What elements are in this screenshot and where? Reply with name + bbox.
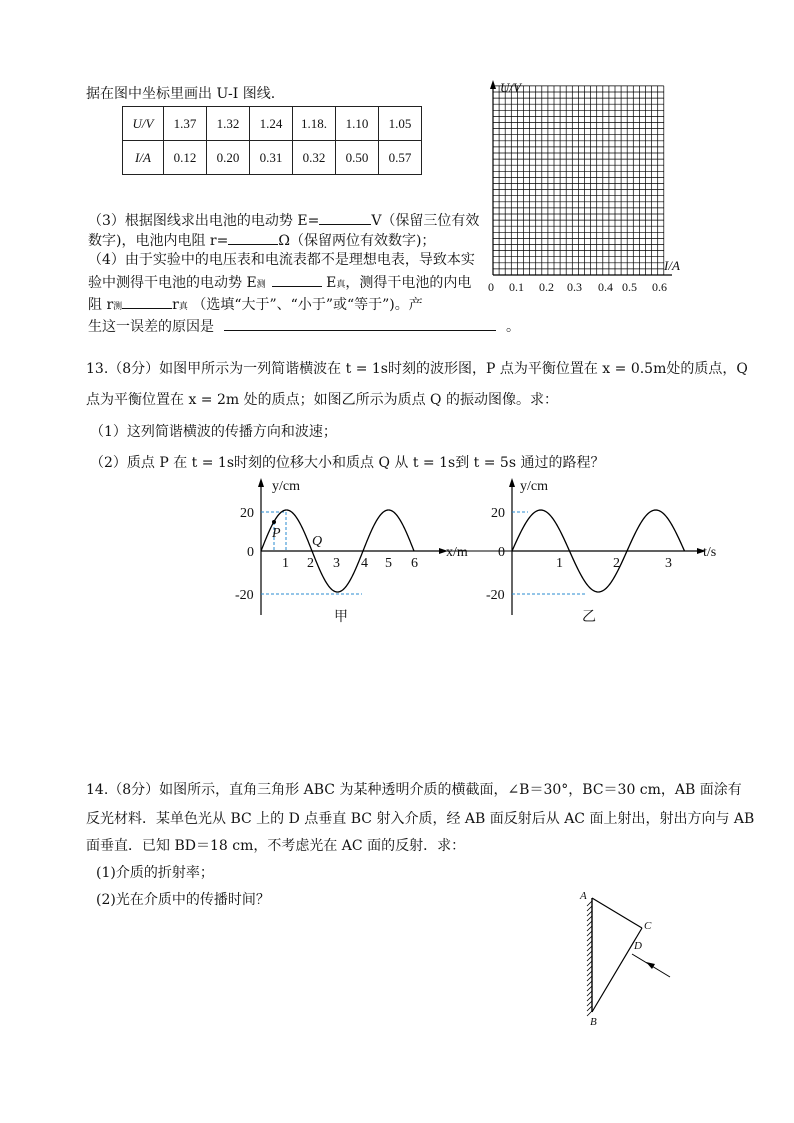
x-tick: 6	[411, 556, 418, 571]
hatch-mark	[587, 981, 592, 986]
hatch-mark	[587, 991, 592, 996]
q4-line3	[88, 294, 423, 317]
q4-text-d: 阻 r	[88, 297, 114, 313]
q4-text-h: 。	[506, 319, 520, 335]
y-axis-label: U/V	[500, 80, 521, 95]
hatch-mark	[587, 971, 592, 976]
x-tick: 3	[665, 556, 672, 571]
caption-b: 乙	[582, 610, 596, 625]
i-cell: 0.32	[293, 141, 336, 175]
hatch-mark	[587, 1001, 592, 1006]
point-p-dot	[272, 520, 276, 524]
x-tick: 2	[613, 556, 620, 571]
y-axis-arrow	[490, 80, 496, 89]
table-row	[123, 141, 422, 175]
u-row-label: U/V	[123, 107, 164, 141]
point-d-label: D	[634, 940, 642, 952]
reflective-coating-hatch	[587, 901, 592, 1016]
emf-compare-blank[interactable]	[272, 272, 322, 287]
table-row	[123, 107, 422, 141]
q3-text-a: （3）根据图线求出电池的电动势 E=	[88, 213, 320, 229]
i-cell: 0.12	[164, 141, 207, 175]
q13-line1: 13.（8分）如图甲所示为一列简谐横波在 t = 1s时刻的波形图，P 点为平衡位置在 x = 0.5m处的质点，Q	[86, 361, 748, 377]
y-tick: -20	[486, 588, 505, 603]
u-cell: 1.10	[336, 107, 379, 141]
x-tick: 3	[333, 556, 340, 571]
x-axis-label: t/s	[703, 545, 717, 560]
i-cell: 0.20	[207, 141, 250, 175]
hatch-mark	[587, 966, 592, 971]
q3-line2	[88, 230, 435, 251]
y-tick: 0	[247, 545, 254, 560]
q4-text-c: ，测得干电池的内电	[345, 275, 472, 291]
x-tick: 0.3	[567, 280, 582, 294]
hatch-mark	[587, 976, 592, 981]
u-cell: 1.05	[379, 107, 422, 141]
q14-sub2: (2)光在介质中的传播时间？	[96, 892, 270, 908]
hatch-mark	[587, 996, 592, 1001]
q4-line1: （4）由于实验中的电压表和电流表都不是理想电表，导致本实	[88, 252, 475, 268]
point-p-label: P	[272, 526, 281, 541]
x-tick: 0	[488, 280, 494, 294]
error-reason-blank[interactable]	[224, 316, 496, 331]
side-ac	[592, 898, 642, 928]
ui-grid-graph[interactable]	[480, 80, 680, 295]
x-tick: 0.1	[509, 280, 524, 294]
q13-sub1: （1）这列简谐横波的传播方向和波速；	[90, 424, 337, 440]
hatch-mark	[587, 911, 592, 916]
i-cell: 0.50	[336, 141, 379, 175]
q4-text-b: E	[326, 275, 337, 291]
q14-sub1: (1)介质的折射率；	[96, 865, 214, 881]
u-cell: 1.18.	[293, 107, 336, 141]
hatch-mark	[587, 901, 592, 906]
caption-a: 甲	[334, 610, 348, 625]
hatch-mark	[587, 951, 592, 956]
vibration-graph-b	[480, 475, 720, 625]
y-tick: -20	[235, 588, 254, 603]
q4-sub-true: 真	[336, 280, 346, 290]
q4-text-e: r	[172, 297, 179, 313]
q4-line4	[88, 316, 520, 337]
x-tick: 4	[361, 556, 368, 571]
ray-arrow	[646, 962, 655, 969]
grid-lines	[493, 86, 664, 275]
hatch-mark	[587, 986, 592, 991]
hatch-mark	[587, 936, 592, 941]
vertex-a-label: A	[580, 890, 587, 902]
x-axis-label: I/A	[664, 258, 680, 273]
hatch-mark	[587, 926, 592, 931]
q14-line3: 面垂直．已知 BD＝18 cm，不考虑光在 AC 面的反射．求：	[86, 838, 466, 854]
triangle-figure	[570, 885, 680, 1030]
hatch-mark	[587, 931, 592, 936]
resistance-answer-blank[interactable]	[228, 230, 278, 245]
i-cell: 0.31	[250, 141, 293, 175]
q3-text-d: Ω（保留两位有效数字)；	[278, 233, 436, 249]
vertex-c-label: C	[644, 920, 652, 932]
x-tick: 5	[385, 556, 392, 571]
hatch-mark	[587, 906, 592, 911]
y-axis-arrow	[258, 478, 264, 487]
x-tick: 0.6	[652, 280, 667, 294]
y-tick: 0	[498, 545, 505, 560]
q4-text-f: （选填“大于”、“小于”或“等于”)。产	[192, 297, 423, 313]
x-tick: 1	[556, 556, 563, 571]
q14-line1: 14.（8分）如图所示，直角三角形 ABC 为某种透明介质的横截面，∠B＝30°，BC＝30 cm，AB 面涂有	[86, 782, 742, 798]
q4-text-g: 生这一误差的原因是	[88, 319, 214, 335]
hatch-mark	[587, 916, 592, 921]
hatch-mark	[587, 941, 592, 946]
hatch-mark	[587, 961, 592, 966]
q14-line2: 反光材料．某单色光从 BC 上的 D 点垂直 BC 射入介质，经 AB 面反射后从 AC 面上射出，射出方向与 AB	[86, 811, 755, 827]
i-row-label: I/A	[123, 141, 164, 175]
x-tick: 2	[307, 556, 314, 571]
q4-line2	[88, 272, 471, 295]
x-tick: 1	[282, 556, 289, 571]
r-compare-blank[interactable]	[122, 294, 172, 309]
q4-sub-measured: 测	[113, 302, 123, 312]
i-cell: 0.57	[379, 141, 422, 175]
wave-graph-a	[230, 475, 480, 625]
q4-sub-measured: 测	[256, 280, 266, 290]
q4-sub-true: 真	[178, 302, 188, 312]
hatch-mark	[587, 946, 592, 951]
q12-intro: 据在图中坐标里画出 U-I 图线.	[86, 86, 276, 102]
x-tick: 0.2	[539, 280, 554, 294]
u-cell: 1.24	[250, 107, 293, 141]
q13-line2: 点为平衡位置在 x = 2m 处的质点；如图乙所示为质点 Q 的振动图像。求：	[86, 392, 558, 408]
point-q-label: Q	[312, 534, 323, 549]
y-axis-label: y/cm	[272, 479, 300, 494]
q4-text-a: 验中测得干电池的电动势 E	[88, 275, 257, 291]
q3-line1	[88, 210, 479, 231]
y-tick: 20	[491, 506, 505, 521]
y-axis-label: y/cm	[520, 479, 548, 494]
hatch-mark	[587, 956, 592, 961]
q3-text-b: V（保留三位有效	[371, 213, 480, 229]
vertex-b-label: B	[590, 1016, 597, 1028]
hatch-mark	[587, 1006, 592, 1011]
x-tick: 0.4	[598, 280, 613, 294]
q3-text-c: 数字)，电池内电阻 r=	[88, 233, 229, 249]
y-axis-arrow	[509, 478, 515, 487]
ui-data-table	[122, 106, 422, 175]
x-axis-label: x/m	[446, 545, 468, 560]
q13-sub2: （2）质点 P 在 t = 1s时刻的位移大小和质点 Q 从 t = 1s到 t = 5s 通过的路程？	[90, 455, 605, 471]
u-cell: 1.37	[164, 107, 207, 141]
hatch-mark	[587, 921, 592, 926]
u-cell: 1.32	[207, 107, 250, 141]
x-tick: 0.5	[622, 280, 637, 294]
emf-answer-blank[interactable]	[319, 210, 371, 225]
y-tick: 20	[240, 506, 254, 521]
